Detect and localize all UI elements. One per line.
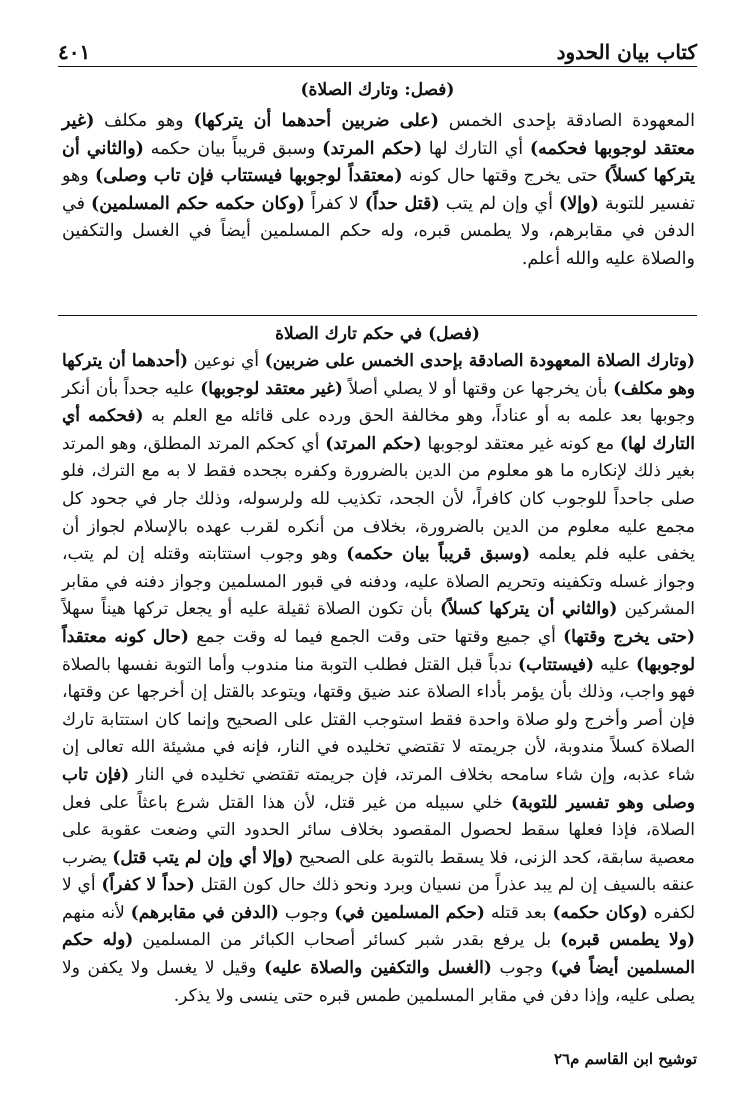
bold-text-segment: (وكان حكمه حكم المسلمين) <box>91 193 305 214</box>
text-segment: مع كونه غير معتقد لوجوبها <box>421 433 620 454</box>
bold-text-segment: (وله حكم المسلمين أيضاً في) <box>62 930 695 979</box>
text-segment: وقيل لا يغسل ولا يكفن ولا يصلى عليه، وإذا دفن في مقابر المسلمين طمس قبره حتى ينسى ولا يذكر. <box>62 958 695 1006</box>
bold-text-segment: (الدفن في مقابرهم) <box>130 902 279 923</box>
text-segment: وهو مكلف <box>94 111 194 131</box>
bold-text-segment: (والثاني أن يتركها كسلاً) <box>62 138 695 187</box>
text-segment: بأن تكون الصلاة ثقيلة عليه أو يجعل تركها هيناً سهلاً <box>62 599 440 620</box>
text-segment: أي وإن لم يتب <box>439 193 560 214</box>
bold-text-segment: (غير معتقد لوجوبها فحكمه) <box>62 111 695 159</box>
bold-text-segment: (فيستتاب) <box>518 654 594 675</box>
text-segment: بأن يخرجها عن وقتها أو لا يصلي أصلاً <box>342 378 614 399</box>
bold-text-segment: (حداً لا كفراً) <box>101 875 195 896</box>
section-divider <box>58 315 697 316</box>
bold-text-segment: (فحكمه أي التارك لها) <box>62 406 695 454</box>
book-title: كتاب بيان الحدود <box>556 40 697 64</box>
text-segment: وهو وجوب استتابته وقتله إن لم يتب، وجواز غسله وتكفينه وتحريم الصلاة عليه، ودفنه في قبور المسلمين وجواز دفنه في مقابر المشركين <box>62 544 695 620</box>
bold-text-segment: (حال كونه معتقداً لوجوبها) <box>62 626 695 675</box>
text-segment: لأنه منهم <box>62 902 131 923</box>
text-segment: ندباً قبل القتل فطلب التوبة منا مندوب وأما التوبة نفسها بالصلاة فهو واجب، وذلك بأن يؤمر بأداء الصلاة عند ضيق وقتها، ويتوعد بالقتل إن أخرجها عن وقتها، فإن أصر وأخرج ولو صلاة واحدة فقط استوجب القتل على الصحيح وإنما كان استتابة تارك الصلاة كسلاً مندوبة، لأن جريمته لا تقتضي تخليده في النار، فإنه في مشيئة الله تعالى إن شاء عذبه، وإن شاء سامحه بخلاف المرتد، فإن جريمته تقتضي تخليده في النار <box>62 654 695 785</box>
text-segment: وسبق قريباً بيان حكمه <box>143 138 323 159</box>
text-segment: المعهودة الصادقة بإحدى الخمس <box>438 111 695 131</box>
bold-text-segment: (وإلا) <box>559 193 599 214</box>
text-segment: عليه <box>593 654 636 675</box>
text-segment: وجوب <box>491 958 551 979</box>
bold-text-segment: (وإلا أي وإن لم يتب قتل) <box>112 847 294 868</box>
commentary-paragraph <box>62 348 695 1010</box>
text-segment: لا كفراً <box>304 193 365 214</box>
bold-text-segment: (والثاني أن يتركها كسلاً) <box>439 599 618 620</box>
text-segment: بل يرفع بقدر شبر كسائر أصحاب الكبائر من المسلمين <box>133 930 561 951</box>
text-segment: يضرب عنقه بالسيف إن لم يبد عذراً من نسيان وبرد ونحو ذلك حال كون القتل <box>62 847 695 896</box>
header-divider <box>58 66 697 67</box>
text-segment: أي جميع وقتها حتى وقت الجمع فيما له وقت جمع <box>188 626 564 647</box>
text-segment: في الدفن في مقابرهم، ولا يطمس قبره، وله حكم المسلمين أيضاً في الغسل والتكفين والصلاة عليه والله أعلم. <box>62 193 695 269</box>
page-header <box>58 34 697 64</box>
text-segment: بعد قتله <box>484 902 553 923</box>
text-segment: وهو تفسير للتوبة <box>62 166 695 214</box>
text-segment: وجوب <box>278 902 335 923</box>
text-segment: خلي سبيله من غير قتل، لأن هذا القتل شرع باعثاً على فعل الصلاة، فإذا فعلها سقط لحصول المقصود بخلاف سائر الحدود التي وضعت عقوبة على معصية سابقة، كحد الزنى، فلا يسقط بالتوبة على الصحيح <box>62 792 695 868</box>
bold-text-segment: (فإن تاب وصلى وهو تفسير للتوبة) <box>62 764 695 813</box>
bold-text-segment: (على ضربين أحدهما أن يتركها) <box>193 111 439 131</box>
bold-text-segment: (حتى يخرج وقتها) <box>563 626 695 647</box>
text-segment: أي نوعين <box>188 351 265 371</box>
bold-text-segment: (أحدهما أن يتركها وهو مكلف) <box>62 351 695 399</box>
bold-text-segment: (حكم المرتد) <box>325 433 422 454</box>
bold-text-segment: (الغسل والتكفين والصلاة عليه) <box>264 958 492 979</box>
matn-paragraph <box>62 108 695 274</box>
bold-text-segment: (حكم المسلمين في) <box>334 902 485 923</box>
bold-text-segment: (معتقداً لوجوبها فيستتاب فإن تاب وصلى) <box>95 166 403 187</box>
text-segment: أي كحكم المرتد المطلق، وهو المرتد بغير ذلك لإنكاره ما هو معلوم من الدين بالضرورة وكفره بجحده فقط لا به مع الترك، فلو صلى جاحداً للوجوب كان كافراً، لأن الجحد، تكذيب لله ولرسوله، وذلك جار في جحود كل مجمع عليه معلوم من الدين بالضرورة، بخلاف من أنكره لقرب عهده بالإسلام لجواز أن يخفى عليه فلم يعلمه <box>62 433 696 565</box>
bold-text-segment: (وسبق قريباً بيان حكمه) <box>346 544 530 565</box>
bold-text-segment: (حكم المرتد) <box>322 138 423 159</box>
page-number: ٤٠١ <box>58 40 91 64</box>
bold-text-segment: (غير معتقد لوجوبها) <box>200 378 343 399</box>
bold-text-segment: (قتل حداً) <box>364 193 440 214</box>
text-segment: أي التارك لها <box>422 138 530 159</box>
bold-text-segment: (وكان حكمه) <box>552 902 648 923</box>
bold-text-segment: (ولا يطمس قبره) <box>560 930 695 951</box>
bold-text-segment: (وتارك الصلاة المعهودة الصادقة بإحدى الخمس على ضربين) <box>264 351 695 371</box>
text-segment: أي لا لكفره <box>62 875 696 923</box>
text-segment: عليه جحداً بأن أنكر وجوبها بعد علمه به أو عناداً، وهو مخالفة الحق ورده على قائله مع العلم به <box>62 378 696 427</box>
page-footer: توشيح ابن القاسم م٢٦ <box>554 1050 697 1068</box>
matn-title: (فصل: وتارك الصلاة) <box>300 80 455 100</box>
commentary-title: (فصل) في حكم تارك الصلاة <box>275 324 480 344</box>
text-segment: حتى يخرج وقتها حال كونه <box>402 166 604 187</box>
